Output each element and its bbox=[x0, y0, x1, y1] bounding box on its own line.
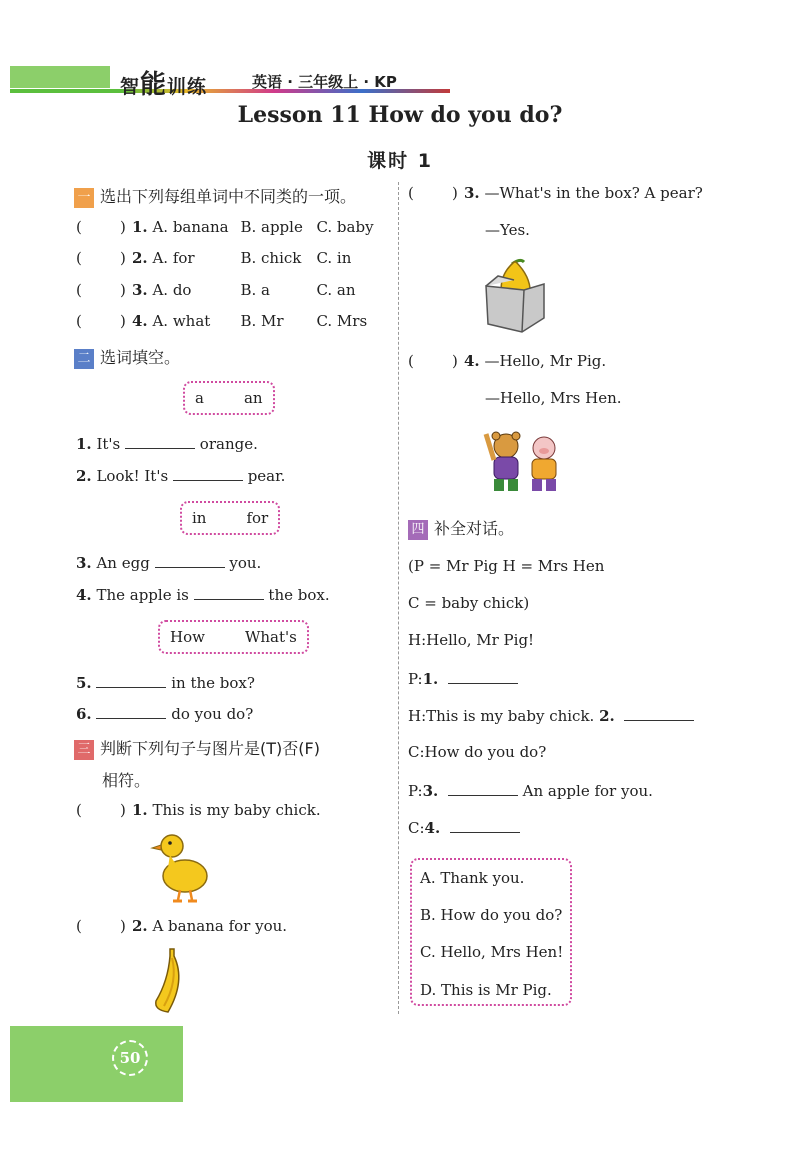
section2-badge: 二 bbox=[74, 349, 94, 369]
s1-item-2[interactable]: ( ) 2. A. for B. chick C. in bbox=[76, 249, 352, 267]
s4-key-1: (P = Mr Pig H = Mrs Hen bbox=[408, 557, 605, 575]
s2-item-2[interactable]: 2. Look! It's pear. bbox=[76, 467, 286, 485]
s3-item-3[interactable]: ( ) 3. —What's in the box? A pear? bbox=[408, 184, 703, 202]
option-b: B. How do you do? bbox=[420, 906, 563, 924]
brand-logo: 智能训练 bbox=[120, 70, 208, 100]
s3-item-4[interactable]: ( ) 4. —Hello, Mr Pig. bbox=[408, 352, 607, 370]
section4-heading bbox=[408, 516, 514, 540]
section3-title-cont: 相符。 bbox=[102, 771, 151, 790]
section4-badge: 四 bbox=[408, 520, 428, 540]
section1-title: 选出下列每组单词中不同类的一项。 bbox=[100, 187, 357, 206]
header-green-bar bbox=[10, 66, 110, 88]
dialog-line-2[interactable]: P:1. bbox=[408, 669, 518, 688]
word-box-2: in for bbox=[180, 501, 280, 535]
s2-item-6[interactable]: 6. do you do? bbox=[76, 705, 254, 723]
subject-label: 英语 · 三年级上 · KP bbox=[252, 73, 397, 91]
lesson-title: Lesson 11 How do you do? bbox=[237, 102, 563, 128]
s4-key-2: C = baby chick) bbox=[408, 594, 530, 612]
section1-heading bbox=[74, 184, 356, 208]
s3-item-1[interactable]: ( ) 1. This is my baby chick. bbox=[76, 801, 321, 819]
section4-title: 补全对话。 bbox=[434, 519, 515, 538]
page-number: 50 bbox=[112, 1040, 148, 1076]
word-box-1: a an bbox=[183, 381, 275, 415]
s3-item-2[interactable]: ( ) 2. A banana for you. bbox=[76, 917, 288, 935]
dialog-line-3[interactable]: H:This is my baby chick. 2. bbox=[408, 706, 694, 725]
dialog-line-1: H:Hello, Mr Pig! bbox=[408, 631, 535, 649]
option-a: A. Thank you. bbox=[420, 869, 525, 887]
s2-item-3[interactable]: 3. An egg you. bbox=[76, 554, 262, 572]
s3-item-4-reply: —Hello, Mrs Hen. bbox=[485, 389, 622, 407]
section1-badge: 一 bbox=[74, 188, 94, 208]
section2-heading bbox=[74, 345, 180, 369]
option-d: D. This is Mr Pig. bbox=[420, 981, 552, 999]
dialog-line-4: C:How do you do? bbox=[408, 743, 547, 761]
s3-item-3-reply: —Yes. bbox=[485, 221, 530, 239]
section3-badge: 三 bbox=[74, 740, 94, 760]
option-c: C. Hello, Mrs Hen! bbox=[420, 943, 564, 961]
s1-item-1[interactable]: ( ) 1. A. banana B. apple C. baby bbox=[76, 218, 374, 236]
word-box-3: How What's bbox=[158, 620, 309, 654]
lesson-subtitle: 课时 1 bbox=[367, 150, 433, 172]
duck-illustration bbox=[150, 828, 212, 906]
pear-in-box-illustration bbox=[484, 256, 546, 334]
s2-item-4[interactable]: 4. The apple is the box. bbox=[76, 586, 330, 604]
s1-item-3[interactable]: ( ) 3. A. do B. a C. an bbox=[76, 281, 356, 299]
s1-item-4[interactable]: ( ) 4. A. what B. Mr C. Mrs bbox=[76, 312, 368, 330]
dialog-line-6[interactable]: C:4. bbox=[408, 818, 520, 837]
footer-green-block bbox=[10, 1026, 183, 1102]
section3-title: 判断下列句子与图片是(T)否(F) bbox=[100, 739, 320, 758]
column-divider bbox=[398, 182, 400, 1014]
dialog-line-5[interactable]: P:3. An apple for you. bbox=[408, 782, 653, 800]
section2-title: 选词填空。 bbox=[100, 348, 181, 367]
s2-item-1[interactable]: 1. It's orange. bbox=[76, 435, 258, 453]
pig-and-hen-illustration bbox=[482, 424, 568, 496]
section3-heading bbox=[74, 736, 320, 760]
s2-item-5[interactable]: 5. in the box? bbox=[76, 674, 255, 692]
banana-illustration bbox=[148, 946, 188, 1016]
